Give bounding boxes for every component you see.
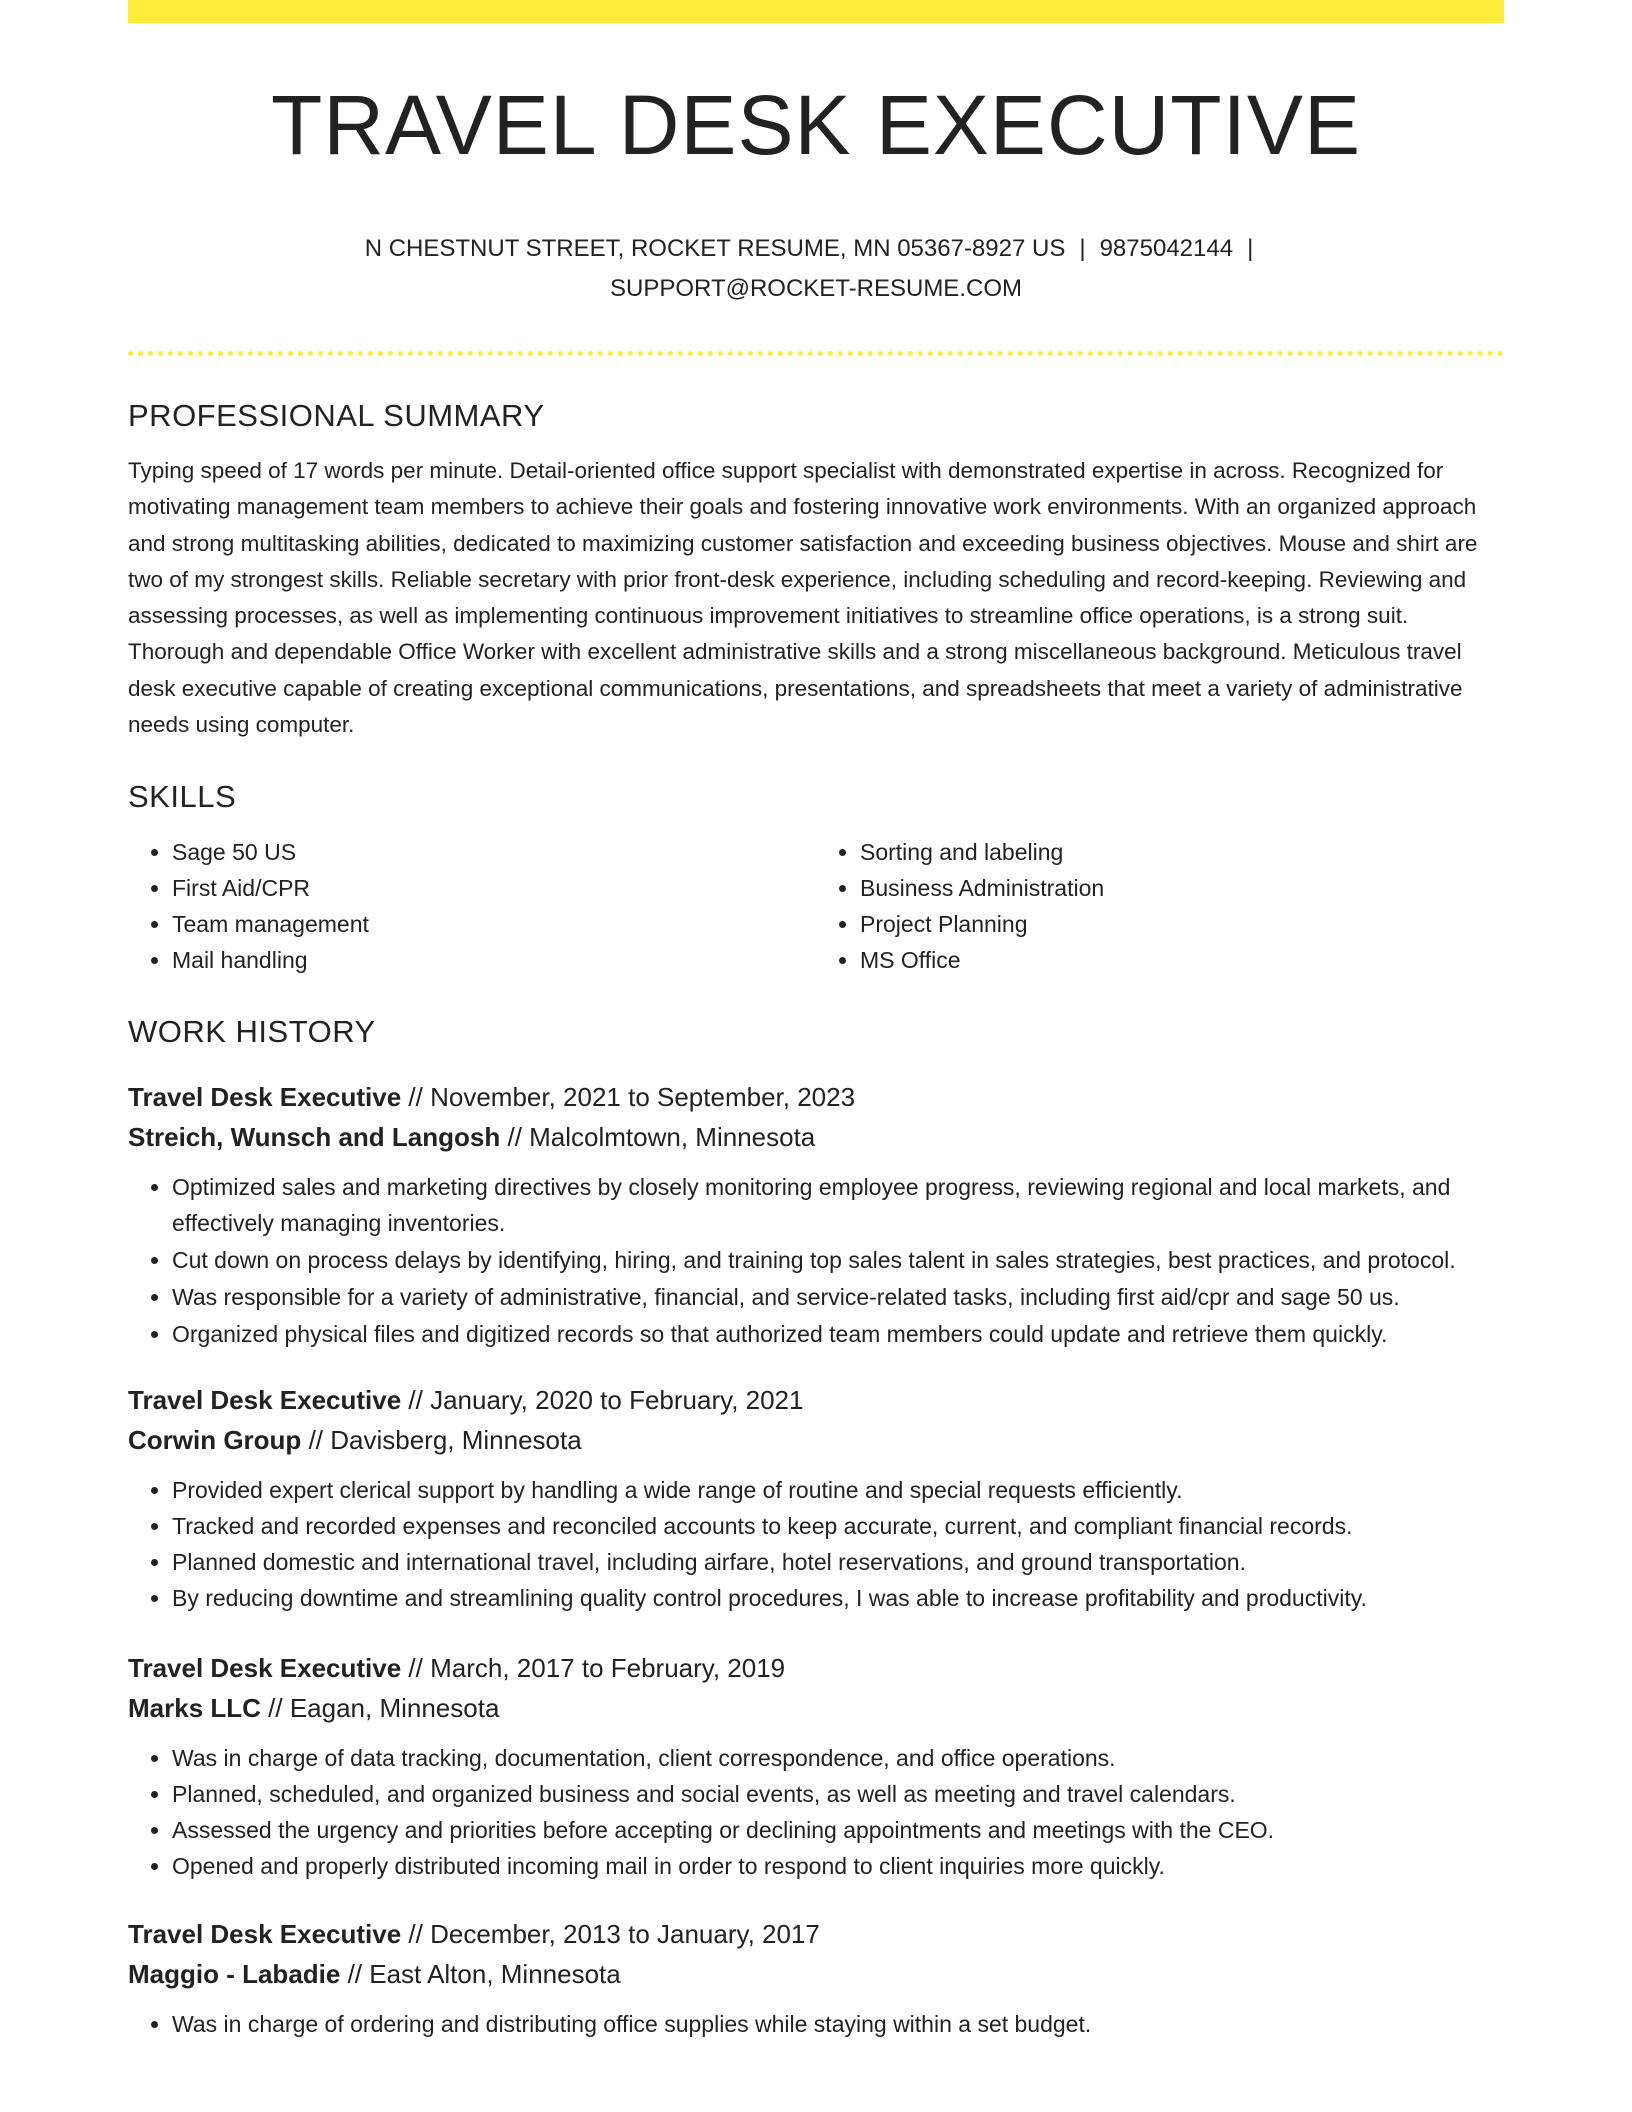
job-bullet: • Was in charge of ordering and distributing office supplies while staying within a set budget. bbox=[172, 2006, 1504, 2042]
job-bullet: • Opened and properly distributed incoming mail in order to respond to client inquiries more quickly. bbox=[172, 1848, 1504, 1884]
job-bullet: • Was in charge of data tracking, documentation, client correspondence, and office operations. bbox=[172, 1740, 1504, 1776]
skill-item: • Sage 50 US bbox=[172, 834, 816, 870]
job-company-line bbox=[128, 1954, 1504, 1994]
skills-list bbox=[128, 834, 1504, 978]
job-company: Maggio - Labadie bbox=[128, 1959, 341, 1990]
resume-title: TRAVEL DESK EXECUTIVE bbox=[271, 78, 1361, 172]
job-role-line bbox=[128, 1077, 1504, 1117]
job-role-line bbox=[128, 1380, 1504, 1420]
job-bullet: • Was responsible for a variety of administrative, financial, and service-related tasks, including first aid/cpr and sage 50 us. bbox=[172, 1279, 1504, 1315]
job-dates: // December, 2013 to January, 2017 bbox=[408, 1919, 820, 1950]
job-role-line bbox=[128, 1914, 1504, 1954]
contact-separator: | bbox=[1079, 235, 1086, 262]
skills-column-left bbox=[128, 834, 816, 978]
job-entry bbox=[128, 1077, 1504, 1352]
skill-item: • First Aid/CPR bbox=[172, 870, 816, 906]
job-bullets bbox=[128, 1740, 1504, 1884]
skill-item: • Business Administration bbox=[860, 870, 1504, 906]
job-role-line bbox=[128, 1648, 1504, 1688]
summary-text: Typing speed of 17 words per minute. Detail-oriented office support specialist with demonstrated expertise in across. Recognized for motivating management team members to achieve their goals and fostering innovative work environments. With an organized approach and strong multitasking abilities, dedicated to maximizing customer satisfaction and exceeding business objectives. Mouse and shirt are two of my strongest skills. Reliable secretary with prior front-desk experience, including scheduling and record-keeping. Reviewing and assessing processes, as well as implementing continuous improvement initiatives to streamline office operations, is a strong suit. Thorough and dependable Office Worker with excellent administrative skills and a strong miscellaneous background. Meticulous travel desk executive capable of creating exceptional communications, presentations, and spreadsheets that meet a variety of administrative needs using computer. bbox=[128, 458, 1478, 738]
skill-item: • Project Planning bbox=[860, 906, 1504, 942]
job-location: // Davisberg, Minnesota bbox=[308, 1425, 582, 1456]
skill-item: • MS Office bbox=[860, 942, 1504, 978]
job-bullets bbox=[128, 1472, 1504, 1616]
job-role: Travel Desk Executive bbox=[128, 1653, 402, 1684]
job-entry bbox=[128, 1380, 1504, 1616]
job-company-line bbox=[128, 1117, 1504, 1157]
job-entry bbox=[128, 1648, 1504, 1884]
contact-separator: | bbox=[1247, 235, 1254, 262]
job-role: Travel Desk Executive bbox=[128, 1385, 402, 1416]
job-dates: // March, 2017 to February, 2019 bbox=[408, 1653, 786, 1684]
job-dates: // November, 2021 to September, 2023 bbox=[408, 1082, 856, 1113]
job-company: Corwin Group bbox=[128, 1425, 302, 1456]
job-dates: // January, 2020 to February, 2021 bbox=[408, 1385, 804, 1416]
contact-email[interactable]: SUPPORT@ROCKET-RESUME.COM bbox=[610, 275, 1022, 302]
job-company: Streich, Wunsch and Langosh bbox=[128, 1122, 501, 1153]
job-bullet: • Optimized sales and marketing directives by closely monitoring employee progress, reviewing regional and local markets, and effectively managing inventories. bbox=[172, 1169, 1504, 1241]
dotted-divider bbox=[128, 351, 1504, 356]
job-company-line bbox=[128, 1420, 1504, 1460]
skill-item: • Sorting and labeling bbox=[860, 834, 1504, 870]
job-bullet: • By reducing downtime and streamlining quality control procedures, I was able to increase profitability and productivity. bbox=[172, 1580, 1504, 1616]
job-location: // Eagan, Minnesota bbox=[268, 1693, 500, 1724]
job-bullet: • Organized physical files and digitized records so that authorized team members could update and retrieve them quickly. bbox=[172, 1316, 1504, 1352]
summary-heading: PROFESSIONAL SUMMARY bbox=[128, 398, 545, 433]
job-bullet: • Assessed the urgency and priorities before accepting or declining appointments and meetings with the CEO. bbox=[172, 1812, 1504, 1848]
job-bullet: • Planned domestic and international travel, including airfare, hotel reservations, and ground transportation. bbox=[172, 1544, 1504, 1580]
work-history-heading: WORK HISTORY bbox=[128, 1014, 376, 1050]
job-company-line bbox=[128, 1688, 1504, 1728]
skill-item: • Mail handling bbox=[172, 942, 816, 978]
contact-phone: 9875042144 bbox=[1099, 235, 1234, 262]
job-role: Travel Desk Executive bbox=[128, 1082, 402, 1113]
contact-address: N CHESTNUT STREET, ROCKET RESUME, MN 05367-8927 US bbox=[364, 235, 1066, 262]
job-bullet: • Provided expert clerical support by handling a wide range of routine and special requests efficiently. bbox=[172, 1472, 1504, 1508]
skill-item: • Team management bbox=[172, 906, 816, 942]
skills-heading: SKILLS bbox=[128, 779, 237, 815]
resume-page bbox=[128, 0, 1504, 2042]
job-bullet: • Planned, scheduled, and organized business and social events, as well as meeting and travel calendars. bbox=[172, 1776, 1504, 1812]
job-bullet: • Tracked and recorded expenses and reconciled accounts to keep accurate, current, and compliant financial records. bbox=[172, 1508, 1504, 1544]
top-accent-bar bbox=[128, 0, 1504, 23]
job-entry bbox=[128, 1914, 1504, 2042]
job-location: // East Alton, Minnesota bbox=[347, 1959, 621, 1990]
job-bullet: • Cut down on process delays by identifying, hiring, and training top sales talent in sales strategies, best practices, and protocol. bbox=[172, 1242, 1504, 1278]
job-bullets bbox=[128, 1169, 1504, 1352]
job-role: Travel Desk Executive bbox=[128, 1919, 402, 1950]
contact-info bbox=[128, 229, 1504, 309]
job-location: // Malcolmtown, Minnesota bbox=[507, 1122, 816, 1153]
skills-column-right bbox=[816, 834, 1504, 978]
job-company: Marks LLC bbox=[128, 1693, 261, 1724]
job-bullets bbox=[128, 2006, 1504, 2042]
